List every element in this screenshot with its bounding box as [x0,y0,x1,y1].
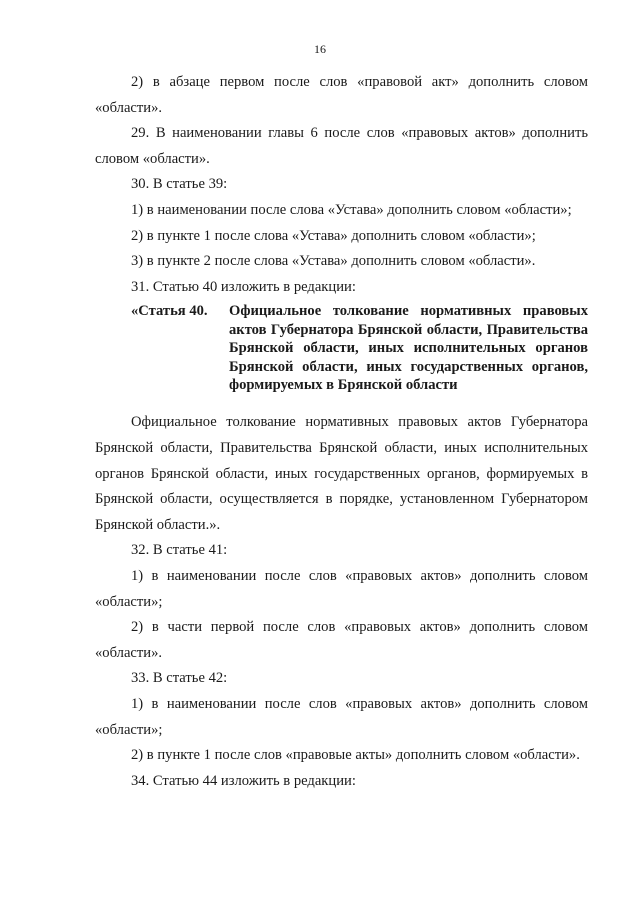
paragraph: 2) в части первой после слов «правовых актов» дополнить словом «области». [95,619,588,661]
paragraph: 1) в наименовании после слов «правовых актов» дополнить словом «области»; [95,695,588,738]
paragraph: Официальное толкование нормативных правовых актов Губернатора Брянской области, Правительства Брянской области, иных исполнительных органов Брянской области, иных государственных органов, формируемых в Брянской области, осуществляется в порядке, установленном Губернатором Брянской области.». [95,414,588,533]
paragraph: 30. В статье 39: [131,176,228,193]
article-heading [95,302,588,394]
paragraph: 1) в наименовании после слова «Устава» дополнить словом «области»; [131,201,572,218]
page-number: 16 [314,42,326,56]
paragraph: 29. В наименовании главы 6 после слов «правовых актов» дополнить словом «области». [95,125,588,167]
paragraph: 2) в абзаце первом после слов «правовой акт» дополнить словом «области». [95,74,588,116]
paragraph: 34. Статью 44 изложить в редакции: [131,772,356,789]
paragraph: 2) в пункте 1 после слов «правовые акты» дополнить словом «области». [131,747,580,764]
paragraph: 2) в пункте 1 после слова «Устава» дополнить словом «области»; [131,227,536,244]
paragraph: 32. В статье 41: [131,542,228,559]
paragraph: 31. Статью 40 изложить в редакции: [131,278,356,295]
article-title: Официальное толкование нормативных правовых актов Губернатора Брянской области, Правительства Брянской области, иных исполнительных органов Брянской области, иных государственных органов, формируемых в Брянской области [229,303,588,393]
document-body [95,70,588,794]
paragraph: 3) в пункте 2 после слова «Устава» дополнить словом «области». [131,253,536,270]
paragraph: 33. В статье 42: [131,670,228,687]
article-label: «Статья 40. [131,303,208,320]
paragraph: 1) в наименовании после слов «правовых актов» дополнить словом «области»; [95,567,588,610]
